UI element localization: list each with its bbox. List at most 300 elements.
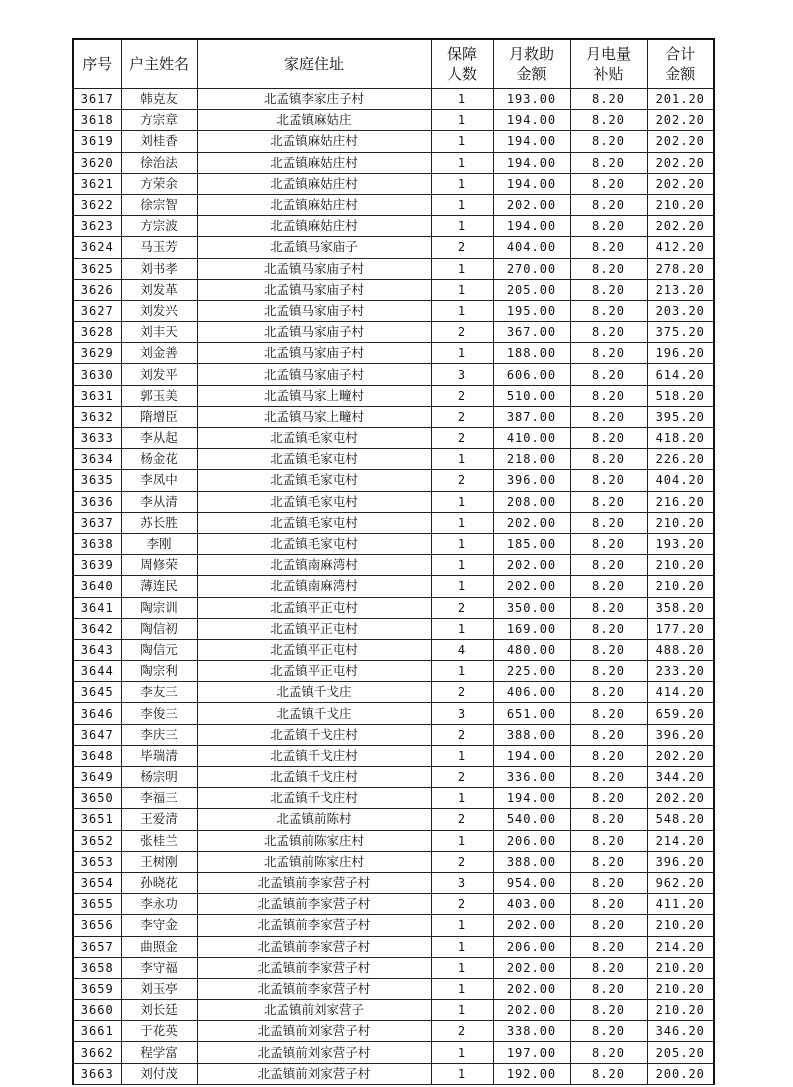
cell-name: 韩克友 [121, 89, 197, 110]
cell-name: 徐治法 [121, 152, 197, 173]
cell-seq: 3625 [73, 258, 121, 279]
cell-power: 8.20 [570, 597, 647, 618]
cell-persons: 1 [431, 978, 493, 999]
cell-name: 杨宗明 [121, 767, 197, 788]
table-row [73, 597, 714, 618]
table-row [73, 322, 714, 343]
cell-name: 郭玉美 [121, 385, 197, 406]
table-row [73, 809, 714, 830]
table-row [73, 703, 714, 724]
cell-address: 北孟镇前陈村 [197, 809, 431, 830]
cell-persons: 1 [431, 194, 493, 215]
cell-address: 北孟镇南麻湾村 [197, 576, 431, 597]
cell-name: 周修荣 [121, 555, 197, 576]
cell-relief: 194.00 [493, 131, 570, 152]
table-row [73, 364, 714, 385]
cell-power: 8.20 [570, 1042, 647, 1063]
cell-power: 8.20 [570, 237, 647, 258]
table-row [73, 1021, 714, 1042]
cell-seq: 3640 [73, 576, 121, 597]
cell-relief: 202.00 [493, 915, 570, 936]
cell-name: 徐宗智 [121, 194, 197, 215]
cell-power: 8.20 [570, 89, 647, 110]
cell-address: 北孟镇前李家营子村 [197, 894, 431, 915]
cell-seq: 3618 [73, 110, 121, 131]
cell-address: 北孟镇前李家营子村 [197, 957, 431, 978]
cell-total: 202.20 [647, 110, 714, 131]
cell-total: 375.20 [647, 322, 714, 343]
cell-name: 陶信元 [121, 639, 197, 660]
cell-relief: 194.00 [493, 216, 570, 237]
table-row [73, 1063, 714, 1084]
cell-name: 杨金花 [121, 449, 197, 470]
cell-seq: 3644 [73, 661, 121, 682]
cell-total: 202.20 [647, 152, 714, 173]
table-row [73, 300, 714, 321]
header-seq-label: 序号 [82, 55, 113, 73]
cell-address: 北孟镇千戈庄村 [197, 745, 431, 766]
cell-seq: 3626 [73, 279, 121, 300]
cell-power: 8.20 [570, 745, 647, 766]
table-row [73, 343, 714, 364]
cell-total: 210.20 [647, 978, 714, 999]
cell-address: 北孟镇马家庙子村 [197, 300, 431, 321]
cell-name: 方荣余 [121, 173, 197, 194]
table-row [73, 957, 714, 978]
cell-total: 233.20 [647, 661, 714, 682]
table-row [73, 512, 714, 533]
header-address-label: 家庭住址 [283, 55, 344, 73]
cell-total: 213.20 [647, 279, 714, 300]
cell-name: 李永功 [121, 894, 197, 915]
table-row [73, 1042, 714, 1063]
cell-seq: 3635 [73, 470, 121, 491]
cell-total: 412.20 [647, 237, 714, 258]
cell-address: 北孟镇麻姑庄村 [197, 152, 431, 173]
cell-power: 8.20 [570, 682, 647, 703]
cell-power: 8.20 [570, 1063, 647, 1084]
cell-name: 刘长廷 [121, 1000, 197, 1021]
cell-power: 8.20 [570, 830, 647, 851]
cell-address: 北孟镇千戈庄村 [197, 767, 431, 788]
cell-persons: 2 [431, 767, 493, 788]
header-relief-line1: 月救助 [508, 45, 554, 63]
cell-persons: 1 [431, 173, 493, 194]
cell-name: 李从起 [121, 428, 197, 449]
cell-relief: 270.00 [493, 258, 570, 279]
cell-address: 北孟镇前李家营子村 [197, 936, 431, 957]
cell-address: 北孟镇麻姑庄 [197, 110, 431, 131]
cell-address: 北孟镇毛家屯村 [197, 428, 431, 449]
cell-relief: 218.00 [493, 449, 570, 470]
cell-relief: 202.00 [493, 957, 570, 978]
cell-seq: 3661 [73, 1021, 121, 1042]
cell-name: 刘玉亭 [121, 978, 197, 999]
cell-persons: 2 [431, 1021, 493, 1042]
table-row [73, 682, 714, 703]
cell-total: 202.20 [647, 173, 714, 194]
header-power [570, 39, 647, 89]
cell-address: 北孟镇马家庙子村 [197, 258, 431, 279]
cell-total: 196.20 [647, 343, 714, 364]
cell-name: 陶宗训 [121, 597, 197, 618]
cell-total: 203.20 [647, 300, 714, 321]
cell-persons: 2 [431, 237, 493, 258]
cell-total: 226.20 [647, 449, 714, 470]
cell-seq: 3657 [73, 936, 121, 957]
cell-seq: 3659 [73, 978, 121, 999]
cell-address: 北孟镇前刘家营子村 [197, 1021, 431, 1042]
cell-persons: 2 [431, 894, 493, 915]
cell-power: 8.20 [570, 110, 647, 131]
cell-relief: 188.00 [493, 343, 570, 364]
cell-persons: 1 [431, 788, 493, 809]
cell-relief: 480.00 [493, 639, 570, 660]
cell-power: 8.20 [570, 173, 647, 194]
cell-power: 8.20 [570, 661, 647, 682]
cell-persons: 2 [431, 406, 493, 427]
table-row [73, 767, 714, 788]
table-row [73, 724, 714, 745]
cell-relief: 510.00 [493, 385, 570, 406]
cell-total: 193.20 [647, 533, 714, 554]
cell-power: 8.20 [570, 809, 647, 830]
table-row [73, 851, 714, 872]
cell-name: 王爱清 [121, 809, 197, 830]
cell-total: 210.20 [647, 1000, 714, 1021]
cell-address: 北孟镇麻姑庄村 [197, 216, 431, 237]
cell-address: 北孟镇毛家屯村 [197, 512, 431, 533]
cell-seq: 3620 [73, 152, 121, 173]
cell-name: 刘丰天 [121, 322, 197, 343]
cell-seq: 3638 [73, 533, 121, 554]
table-row [73, 618, 714, 639]
cell-relief: 350.00 [493, 597, 570, 618]
cell-persons: 1 [431, 300, 493, 321]
cell-seq: 3656 [73, 915, 121, 936]
cell-persons: 1 [431, 936, 493, 957]
cell-name: 刘发革 [121, 279, 197, 300]
cell-power: 8.20 [570, 936, 647, 957]
cell-persons: 2 [431, 322, 493, 343]
cell-total: 216.20 [647, 491, 714, 512]
cell-name: 薄连民 [121, 576, 197, 597]
cell-relief: 208.00 [493, 491, 570, 512]
cell-relief: 202.00 [493, 512, 570, 533]
cell-address: 北孟镇平正屯村 [197, 597, 431, 618]
cell-power: 8.20 [570, 385, 647, 406]
cell-address: 北孟镇麻姑庄村 [197, 194, 431, 215]
cell-address: 北孟镇毛家屯村 [197, 491, 431, 512]
cell-persons: 2 [431, 385, 493, 406]
table-row [73, 555, 714, 576]
cell-address: 北孟镇前李家营子村 [197, 915, 431, 936]
cell-total: 200.20 [647, 1063, 714, 1084]
table-row [73, 936, 714, 957]
cell-relief: 410.00 [493, 428, 570, 449]
cell-power: 8.20 [570, 512, 647, 533]
cell-total: 344.20 [647, 767, 714, 788]
cell-total: 548.20 [647, 809, 714, 830]
header-name [121, 39, 197, 89]
cell-address: 北孟镇平正屯村 [197, 639, 431, 660]
cell-relief: 194.00 [493, 152, 570, 173]
cell-persons: 1 [431, 576, 493, 597]
cell-relief: 202.00 [493, 1000, 570, 1021]
cell-name: 刘发平 [121, 364, 197, 385]
cell-persons: 2 [431, 428, 493, 449]
cell-name: 马玉芳 [121, 237, 197, 258]
cell-persons: 2 [431, 851, 493, 872]
cell-persons: 1 [431, 957, 493, 978]
cell-address: 北孟镇毛家屯村 [197, 470, 431, 491]
cell-persons: 1 [431, 491, 493, 512]
cell-seq: 3642 [73, 618, 121, 639]
cell-power: 8.20 [570, 152, 647, 173]
cell-name: 刘付茂 [121, 1063, 197, 1084]
cell-seq: 3632 [73, 406, 121, 427]
cell-seq: 3639 [73, 555, 121, 576]
cell-relief: 388.00 [493, 851, 570, 872]
header-address [197, 39, 431, 89]
cell-address: 北孟镇毛家屯村 [197, 533, 431, 554]
cell-relief: 336.00 [493, 767, 570, 788]
cell-name: 刘桂香 [121, 131, 197, 152]
cell-name: 刘发兴 [121, 300, 197, 321]
cell-power: 8.20 [570, 428, 647, 449]
cell-power: 8.20 [570, 872, 647, 893]
cell-address: 北孟镇马家庙子村 [197, 279, 431, 300]
header-persons [431, 39, 493, 89]
cell-seq: 3628 [73, 322, 121, 343]
cell-name: 刘金善 [121, 343, 197, 364]
cell-seq: 3631 [73, 385, 121, 406]
cell-seq: 3633 [73, 428, 121, 449]
header-relief-line2: 金额 [516, 65, 547, 83]
table-row [73, 131, 714, 152]
cell-total: 488.20 [647, 639, 714, 660]
cell-relief: 193.00 [493, 89, 570, 110]
cell-name: 方宗章 [121, 110, 197, 131]
cell-relief: 202.00 [493, 194, 570, 215]
cell-power: 8.20 [570, 724, 647, 745]
cell-name: 曲照金 [121, 936, 197, 957]
cell-relief: 225.00 [493, 661, 570, 682]
table-row [73, 428, 714, 449]
table-row [73, 491, 714, 512]
cell-seq: 3658 [73, 957, 121, 978]
cell-persons: 2 [431, 809, 493, 830]
cell-address: 北孟镇马家上疃村 [197, 406, 431, 427]
cell-seq: 3648 [73, 745, 121, 766]
cell-address: 北孟镇前刘家营子村 [197, 1042, 431, 1063]
table-row [73, 872, 714, 893]
table-row [73, 385, 714, 406]
cell-persons: 2 [431, 597, 493, 618]
cell-total: 210.20 [647, 512, 714, 533]
table-row [73, 89, 714, 110]
cell-name: 隋增臣 [121, 406, 197, 427]
cell-total: 404.20 [647, 470, 714, 491]
table-row [73, 110, 714, 131]
cell-persons: 1 [431, 1063, 493, 1084]
table-row [73, 237, 714, 258]
table-row [73, 745, 714, 766]
cell-power: 8.20 [570, 555, 647, 576]
cell-seq: 3617 [73, 89, 121, 110]
cell-relief: 396.00 [493, 470, 570, 491]
cell-address: 北孟镇前陈家庄村 [197, 851, 431, 872]
cell-total: 962.20 [647, 872, 714, 893]
cell-name: 毕瑞清 [121, 745, 197, 766]
cell-relief: 338.00 [493, 1021, 570, 1042]
table-row [73, 661, 714, 682]
cell-address: 北孟镇马家庙子村 [197, 322, 431, 343]
cell-power: 8.20 [570, 576, 647, 597]
cell-address: 北孟镇马家庙子村 [197, 364, 431, 385]
cell-power: 8.20 [570, 1021, 647, 1042]
cell-persons: 1 [431, 555, 493, 576]
cell-seq: 3653 [73, 851, 121, 872]
cell-total: 278.20 [647, 258, 714, 279]
cell-address: 北孟镇前李家营子村 [197, 872, 431, 893]
cell-total: 210.20 [647, 957, 714, 978]
cell-name: 方宗波 [121, 216, 197, 237]
cell-power: 8.20 [570, 216, 647, 237]
header-persons-line1: 保障 [446, 45, 477, 63]
cell-relief: 206.00 [493, 830, 570, 851]
cell-persons: 4 [431, 639, 493, 660]
table-row [73, 406, 714, 427]
cell-persons: 1 [431, 533, 493, 554]
cell-persons: 1 [431, 1000, 493, 1021]
cell-power: 8.20 [570, 449, 647, 470]
table-row [73, 258, 714, 279]
cell-power: 8.20 [570, 300, 647, 321]
cell-persons: 2 [431, 470, 493, 491]
cell-address: 北孟镇麻姑庄村 [197, 173, 431, 194]
cell-power: 8.20 [570, 639, 647, 660]
cell-persons: 3 [431, 703, 493, 724]
cell-relief: 954.00 [493, 872, 570, 893]
cell-power: 8.20 [570, 915, 647, 936]
cell-power: 8.20 [570, 618, 647, 639]
cell-power: 8.20 [570, 1000, 647, 1021]
cell-relief: 194.00 [493, 745, 570, 766]
cell-seq: 3663 [73, 1063, 121, 1084]
table-row [73, 533, 714, 554]
cell-persons: 1 [431, 661, 493, 682]
cell-seq: 3623 [73, 216, 121, 237]
cell-seq: 3637 [73, 512, 121, 533]
cell-name: 李刚 [121, 533, 197, 554]
cell-persons: 1 [431, 89, 493, 110]
cell-name: 李友三 [121, 682, 197, 703]
cell-total: 210.20 [647, 194, 714, 215]
cell-power: 8.20 [570, 364, 647, 385]
cell-name: 王树刚 [121, 851, 197, 872]
cell-seq: 3629 [73, 343, 121, 364]
cell-name: 李庆三 [121, 724, 197, 745]
cell-persons: 3 [431, 872, 493, 893]
cell-persons: 1 [431, 745, 493, 766]
header-power-line1: 月电量 [585, 45, 631, 63]
cell-total: 210.20 [647, 555, 714, 576]
table-row [73, 152, 714, 173]
table-row [73, 978, 714, 999]
cell-total: 210.20 [647, 576, 714, 597]
cell-total: 396.20 [647, 724, 714, 745]
cell-seq: 3647 [73, 724, 121, 745]
cell-persons: 1 [431, 343, 493, 364]
cell-address: 北孟镇马家庙子村 [197, 343, 431, 364]
cell-power: 8.20 [570, 767, 647, 788]
cell-power: 8.20 [570, 894, 647, 915]
cell-seq: 3624 [73, 237, 121, 258]
table-body [73, 89, 714, 1085]
table-row [73, 830, 714, 851]
cell-power: 8.20 [570, 343, 647, 364]
cell-name: 孙晓花 [121, 872, 197, 893]
cell-total: 395.20 [647, 406, 714, 427]
cell-persons: 1 [431, 449, 493, 470]
cell-name: 李凤中 [121, 470, 197, 491]
cell-relief: 387.00 [493, 406, 570, 427]
cell-total: 202.20 [647, 745, 714, 766]
cell-address: 北孟镇李家庄子村 [197, 89, 431, 110]
cell-persons: 1 [431, 216, 493, 237]
cell-total: 396.20 [647, 851, 714, 872]
cell-seq: 3655 [73, 894, 121, 915]
table-row [73, 194, 714, 215]
cell-total: 414.20 [647, 682, 714, 703]
cell-total: 202.20 [647, 788, 714, 809]
table-row [73, 173, 714, 194]
cell-relief: 403.00 [493, 894, 570, 915]
cell-power: 8.20 [570, 703, 647, 724]
cell-total: 659.20 [647, 703, 714, 724]
cell-persons: 1 [431, 279, 493, 300]
cell-address: 北孟镇前刘家营子 [197, 1000, 431, 1021]
cell-power: 8.20 [570, 131, 647, 152]
table-row [73, 449, 714, 470]
table-row [73, 915, 714, 936]
cell-seq: 3660 [73, 1000, 121, 1021]
cell-power: 8.20 [570, 258, 647, 279]
cell-total: 210.20 [647, 915, 714, 936]
cell-address: 北孟镇千戈庄村 [197, 724, 431, 745]
table-row [73, 216, 714, 237]
cell-relief: 169.00 [493, 618, 570, 639]
cell-total: 346.20 [647, 1021, 714, 1042]
cell-seq: 3652 [73, 830, 121, 851]
cell-name: 李俊三 [121, 703, 197, 724]
table-row [73, 894, 714, 915]
cell-total: 411.20 [647, 894, 714, 915]
cell-relief: 606.00 [493, 364, 570, 385]
cell-name: 程学富 [121, 1042, 197, 1063]
cell-address: 北孟镇千戈庄村 [197, 788, 431, 809]
cell-seq: 3651 [73, 809, 121, 830]
cell-power: 8.20 [570, 322, 647, 343]
cell-seq: 3619 [73, 131, 121, 152]
cell-name: 李福三 [121, 788, 197, 809]
cell-total: 205.20 [647, 1042, 714, 1063]
table-row [73, 788, 714, 809]
cell-relief: 202.00 [493, 555, 570, 576]
cell-total: 214.20 [647, 936, 714, 957]
cell-name: 李守福 [121, 957, 197, 978]
